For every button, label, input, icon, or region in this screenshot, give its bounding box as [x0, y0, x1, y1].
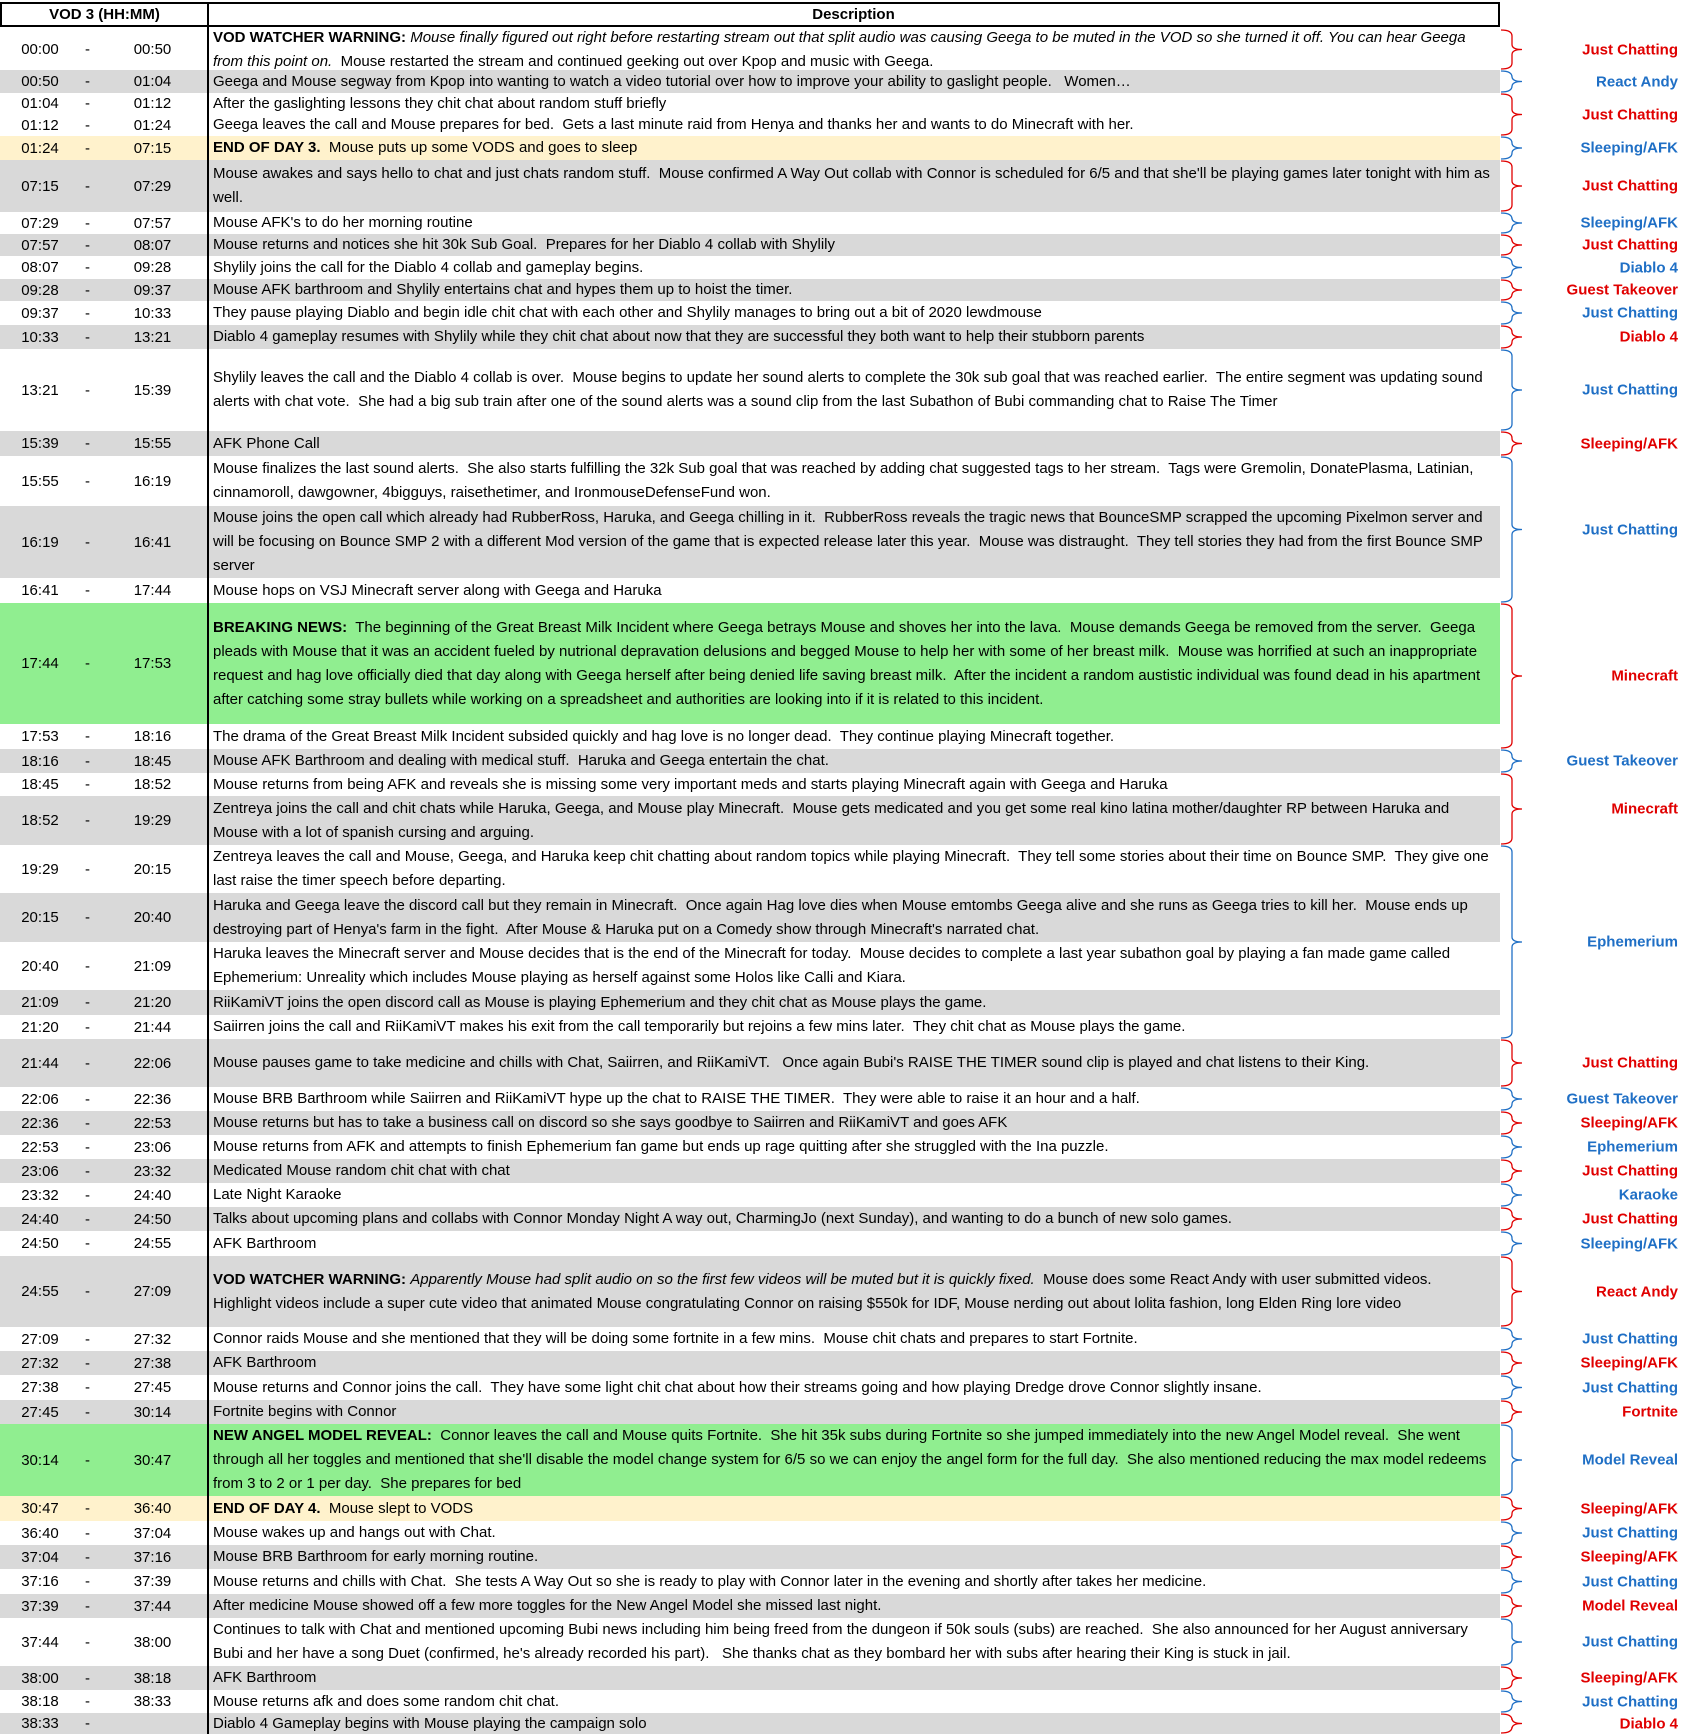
start-time: 38:00 — [21, 1669, 59, 1687]
start-time: 10:33 — [21, 328, 59, 346]
start-time: 37:44 — [21, 1633, 59, 1651]
end-time: 27:09 — [133, 1283, 172, 1300]
end-time: 37:39 — [133, 1573, 172, 1590]
category-brace — [1501, 1546, 1522, 1568]
category-brace — [1501, 1619, 1522, 1665]
end-time: 38:18 — [133, 1669, 172, 1687]
start-time: 27:32 — [21, 1354, 59, 1372]
end-time: 09:28 — [133, 259, 172, 276]
description-body: The beginning of the Great Breast Milk Incident where Geega betrays Mouse and shoves her into the lava. Mouse demands Geega be removed from the server. Geega pleads with Mouse that it was an accident fueled by nutrional depravation delusions and begged Mouse to help her with some of her breast milk. Mouse was horrified at such an inappropriate request and hag love officially died that day along with Geega herself after being denied life saving breast milk. After the incident a random austistic individual was found dead in his apartment after catching some stray bullets while working on a spreadsheet and authorities are looking into if it is related to this incident. — [213, 618, 1485, 708]
start-time: 15:39 — [21, 435, 59, 452]
description-body: Mouse BRB Barthroom while Saiirren and RiiKamiVT hype up the chat to RAISE THE TIMER. They were able to raise it an hour and a half. — [213, 1090, 1140, 1107]
category-brace — [1501, 1257, 1522, 1326]
category-label: Just Chatting — [1582, 1210, 1678, 1228]
time-separator: - — [85, 655, 90, 672]
time-separator: - — [85, 752, 90, 770]
description-body: Shylily joins the call for the Diablo 4 collab and gameplay begins. — [213, 258, 644, 276]
time-separator: - — [85, 1500, 90, 1517]
end-time: 07:57 — [133, 214, 172, 232]
category-label: Sleeping/AFK — [1580, 1114, 1678, 1132]
time-separator: - — [85, 1379, 90, 1396]
time-separator: - — [85, 1330, 90, 1348]
category-brace — [1501, 1401, 1522, 1423]
category-brace — [1501, 750, 1522, 772]
category-brace — [1501, 1184, 1522, 1206]
category-label: Just Chatting — [1582, 106, 1678, 123]
end-time: 30:14 — [133, 1403, 172, 1421]
description-body: Continues to talk with Chat and mentioned upcoming Bubi news including him being freed from the dungeon if 50k souls (subs) are reached. She also announced for her August anniversary Bubi and her have a song Duet (confirmed, he's already recorded his part). She thanks chat as they bombard her with subs after hearing their King is stuck in jail. — [213, 1621, 1473, 1662]
start-time: 20:40 — [21, 957, 59, 975]
category-brace — [1501, 1328, 1522, 1350]
category-brace — [1501, 432, 1522, 455]
end-time: 15:55 — [133, 435, 172, 452]
description-bold: VOD WATCHER WARNING: — [213, 28, 411, 46]
description-body: After medicine Mouse showed off a few more toggles for the New Angel Model she missed last night. — [213, 1597, 882, 1614]
start-time: 30:47 — [21, 1500, 59, 1517]
time-separator: - — [85, 1669, 90, 1687]
time-separator: - — [85, 776, 90, 793]
time-separator: - — [85, 1403, 90, 1421]
start-time: 38:33 — [21, 1715, 59, 1732]
start-time: 18:45 — [21, 776, 59, 793]
end-time: 07:15 — [133, 139, 172, 157]
category-label: Just Chatting — [1582, 177, 1678, 195]
description-body: Fortnite begins with Connor — [213, 1403, 397, 1420]
end-time: 27:32 — [133, 1330, 172, 1348]
start-time: 27:09 — [21, 1330, 59, 1348]
description-body: Talks about upcoming plans and collabs with Connor Monday Night A way out, CharmingJo (next Sunday), and wanting to do a bunch of new solo games. — [213, 1210, 1232, 1227]
end-time: 01:12 — [133, 95, 172, 112]
start-time: 19:29 — [21, 860, 59, 878]
start-time: 37:39 — [21, 1597, 59, 1615]
category-label: Just Chatting — [1582, 1693, 1678, 1710]
description-body: Geega leaves the call and Mouse prepares for bed. Gets a last minute raid from Henya and thanks her and wants to do Minecraft with her. — [213, 116, 1134, 133]
description-column-header: Description — [207, 2, 1500, 27]
category-label: Ephemerium — [1587, 933, 1678, 951]
category-brace — [1501, 137, 1522, 159]
time-separator: - — [85, 1451, 90, 1469]
description-body: Saiirren joins the call and RiiKamiVT makes his exit from the call temporarily but rejoins a few mins later. They chit chat as Mouse plays the game. — [213, 1018, 1186, 1035]
time-separator: - — [85, 1210, 90, 1228]
time-separator: - — [85, 1283, 90, 1300]
start-time: 23:32 — [21, 1186, 59, 1204]
end-time: 23:32 — [133, 1162, 172, 1180]
description-body: AFK Barthroom — [213, 1669, 317, 1686]
category-brace — [1501, 1352, 1522, 1374]
description-body: They pause playing Diablo and begin idle chit chat with each other and Shylily manages to bring out a bit of 2020 lewdmouse — [213, 304, 1042, 321]
description-body: Haruka and Geega leave the discord call but they remain in Minecraft. Once again Hag love dies when Mouse emtombs Geega alive and she runs as Geega tries to kill her. Mouse ends up destroying part of Henya's farm in the fight. After Mouse & Haruka put on a Comedy show through Minecraft's narrated chat. — [213, 896, 1473, 938]
time-separator: - — [85, 860, 90, 878]
start-time: 22:06 — [21, 1090, 59, 1108]
start-time: 27:38 — [21, 1379, 59, 1396]
category-label: Just Chatting — [1582, 1162, 1678, 1180]
category-label: Just Chatting — [1582, 1379, 1678, 1396]
end-time: 00:50 — [133, 41, 172, 58]
category-brace — [1501, 1376, 1522, 1399]
start-time: 01:24 — [21, 139, 59, 157]
description-body: Mouse returns and notices she hit 30k Sub Goal. Prepares for her Diablo 4 collab with Shylily — [213, 236, 835, 253]
start-time: 16:19 — [21, 533, 59, 551]
category-label: React Andy — [1596, 1283, 1678, 1300]
start-time: 30:14 — [21, 1451, 59, 1469]
description-body: Medicated Mouse random chit chat with chat — [213, 1162, 510, 1179]
description-body: RiiKamiVT joins the open discord call as Mouse is playing Ephemerium and they chit chat as Mouse plays the game. — [213, 993, 987, 1011]
time-separator: - — [85, 1186, 90, 1204]
time-separator: - — [85, 957, 90, 975]
description-body: Mouse BRB Barthroom for early morning routine. — [213, 1548, 539, 1565]
category-brace — [1501, 1088, 1522, 1110]
start-time: 37:04 — [21, 1548, 59, 1566]
end-time: 17:44 — [133, 582, 172, 599]
category-label: Diablo 4 — [1619, 259, 1678, 276]
time-separator: - — [85, 1573, 90, 1590]
time-separator: - — [85, 73, 90, 90]
time-separator: - — [85, 259, 90, 276]
category-label: Just Chatting — [1582, 236, 1678, 254]
start-time: 22:53 — [21, 1138, 59, 1156]
time-separator: - — [85, 1018, 90, 1036]
start-time: 07:15 — [21, 177, 59, 195]
end-time: 22:36 — [133, 1090, 172, 1108]
end-time: 20:15 — [133, 860, 172, 878]
description-body: Diablo 4 Gameplay begins with Mouse playing the campaign solo — [213, 1714, 647, 1732]
category-label: Sleeping/AFK — [1580, 139, 1678, 157]
category-brace — [1501, 1425, 1522, 1495]
time-separator: - — [85, 812, 90, 829]
start-time: 36:40 — [21, 1524, 59, 1542]
end-time: 08:07 — [133, 236, 172, 254]
category-brace — [1501, 604, 1522, 748]
description-italic: Mouse finally figured out right before restarting stream out that split audio was causing Geega to be muted in the VOD so she turned it off. You can hear Geega from this point on. — [213, 28, 1466, 70]
category-label: Sleeping/AFK — [1580, 435, 1678, 452]
category-brace — [1501, 1570, 1522, 1593]
category-label: Ephemerium — [1587, 1138, 1678, 1156]
category-label: Just Chatting — [1582, 1573, 1678, 1590]
category-brace — [1501, 1691, 1522, 1712]
category-brace — [1501, 213, 1522, 233]
time-separator: - — [85, 304, 90, 322]
category-label: Just Chatting — [1582, 381, 1678, 399]
start-time: 24:55 — [21, 1283, 59, 1300]
time-separator: - — [85, 1524, 90, 1542]
time-separator: - — [85, 909, 90, 926]
description-italic: Apparently Mouse had split audio on so the first few videos will be muted but it is quickly fixed. — [410, 1270, 1035, 1288]
category-brace — [1501, 30, 1522, 69]
time-separator: - — [85, 41, 90, 58]
description-body: Haruka leaves the Minecraft server and Mouse decides that is the end of the Minecraft for today. Mouse decides to complete a last year subathon goal by playing a fan made game called Ephemerium: Unreality which includes Mouse playing as herself against some Holos like Calli and Kiara. — [213, 945, 1455, 986]
category-brace — [1501, 71, 1522, 92]
category-label: Guest Takeover — [1566, 1090, 1678, 1108]
end-time: 36:40 — [133, 1500, 172, 1517]
time-separator: - — [85, 1162, 90, 1180]
category-label: Just Chatting — [1582, 1524, 1678, 1542]
time-separator: - — [85, 139, 90, 157]
category-label: Minecraft — [1611, 800, 1678, 818]
start-time: 00:00 — [21, 41, 59, 58]
description-body: AFK Phone Call — [213, 434, 320, 452]
description-body: Mouse finalizes the last sound alerts. She also starts fulfilling the 32k Sub goal that was reached by adding chat suggested tags to her stream. Tags were Gremolin, DonatePlasma, Latinian, cinnamoroll, dawgowner, 4bigguys, raisethetimer, and IronmouseDefenseFund won. — [213, 460, 1478, 501]
start-time: 37:16 — [21, 1573, 59, 1590]
category-label: Just Chatting — [1582, 1330, 1678, 1348]
category-label: Sleeping/AFK — [1580, 214, 1678, 232]
end-time: 22:06 — [133, 1054, 172, 1072]
time-separator: - — [85, 1715, 90, 1732]
description-body: Zentreya joins the call and chit chats while Haruka, Geega, and Mouse play Minecraft. Mouse gets medicated and you get some real kino latina mother/daughter RP between Haruka and Mouse with a lot of spanish cursing and arguing. — [213, 799, 1454, 841]
description-body: Mouse hops on VSJ Minecraft server along with Geega and Haruka — [213, 581, 662, 599]
description-body: AFK Barthroom — [213, 1354, 317, 1371]
category-label: Model Reveal — [1582, 1451, 1678, 1469]
time-separator: - — [85, 472, 90, 490]
description-body: Mouse puts up some VODS and goes to sleep — [320, 139, 638, 156]
description-body: Shylily leaves the call and the Diablo 4 collab is over. Mouse begins to update her sound alerts to complete the 30k sub goal that was reached earlier. The entire segment was updating sound alerts with chat vote. She had a big sub train after one of the sound alerts was a sound clip from the last Subathon of Bubi commanding chat to Raise The Timer — [213, 369, 1487, 410]
start-time: 24:50 — [21, 1235, 59, 1252]
description-body: Connor raids Mouse and she mentioned that they will be doing some fortnite in a few mins. Mouse chit chats and prepares to start Fortnite. — [213, 1330, 1138, 1347]
end-time: 24:55 — [133, 1235, 172, 1252]
time-separator: - — [85, 1548, 90, 1566]
start-time: 22:36 — [21, 1114, 59, 1132]
time-separator: - — [85, 328, 90, 346]
description-body: Mouse joins the open call which already had RubberRoss, Haruka, and Geega chilling in it. RubberRoss reveals the tragic news that BounceSMP scrapped the upcoming Pixelmon server and will be focusing on Bounce SMP 2 with a different Mod version of the game that is expected release later this year. Mouse was distraught. They tell stories they had from the first Bounce SMP server — [213, 509, 1487, 574]
category-brace — [1501, 1714, 1522, 1733]
time-separator: - — [85, 582, 90, 599]
category-brace — [1501, 94, 1522, 135]
start-time: 00:50 — [21, 73, 59, 90]
category-brace — [1501, 1232, 1522, 1255]
time-separator: - — [85, 435, 90, 452]
time-separator: - — [85, 236, 90, 254]
end-time: 21:09 — [133, 957, 172, 975]
description-body: Mouse slept to VODS — [320, 1499, 474, 1517]
category-brace — [1501, 1160, 1522, 1182]
end-time: 16:41 — [133, 533, 172, 551]
description-body: Mouse awakes and says hello to chat and just chats random stuff. Mouse confirmed A Way Out collab with Connor is scheduled for 6/5 and that she'll be playing games later tonight with him as well. — [213, 165, 1495, 206]
description-body: Mouse returns from being AFK and reveals she is missing some very important meds and starts playing Minecraft again with Geega and Haruka — [213, 775, 1168, 793]
start-time: 09:28 — [21, 281, 59, 299]
category-brace — [1501, 350, 1522, 430]
description-body: Mouse wakes up and hangs out with Chat. — [213, 1524, 496, 1541]
category-label: Sleeping/AFK — [1580, 1548, 1678, 1566]
time-separator: - — [85, 1114, 90, 1132]
category-brace — [1501, 257, 1522, 278]
time-separator: - — [85, 728, 90, 745]
category-label: Just Chatting — [1582, 1054, 1678, 1072]
end-time: 07:29 — [133, 177, 172, 195]
category-brace — [1501, 1497, 1522, 1520]
end-time: 38:00 — [133, 1633, 172, 1651]
description-bold: END OF DAY 4. — [213, 1499, 321, 1517]
category-brace — [1501, 774, 1522, 844]
time-separator: - — [85, 1597, 90, 1615]
end-time: 01:24 — [133, 116, 172, 134]
description-bold: VOD WATCHER WARNING: — [213, 1270, 411, 1288]
end-time: 17:53 — [133, 655, 172, 672]
start-time: 08:07 — [21, 259, 59, 276]
category-brace — [1501, 1136, 1522, 1158]
end-time: 22:53 — [133, 1114, 172, 1132]
start-time: 07:29 — [21, 214, 59, 232]
time-separator: - — [85, 281, 90, 299]
time-separator: - — [85, 116, 90, 134]
category-label: Guest Takeover — [1566, 281, 1678, 299]
category-label: Sleeping/AFK — [1580, 1354, 1678, 1372]
end-time: 15:39 — [133, 381, 172, 399]
start-time: 21:20 — [21, 1018, 59, 1036]
time-separator: - — [85, 1090, 90, 1108]
end-time: 21:20 — [133, 994, 172, 1011]
end-time: 18:45 — [133, 752, 172, 770]
description-body: Diablo 4 gameplay resumes with Shylily while they chit chat about now that they are successful they both want to help their stubborn parents — [213, 328, 1145, 345]
end-time: 09:37 — [133, 281, 172, 299]
end-time: 38:33 — [133, 1693, 172, 1710]
end-time: 13:21 — [133, 328, 172, 346]
category-brace — [1501, 846, 1522, 1038]
description-body: Connor leaves the call and Mouse quits Fortnite. She hit 35k subs during Fortnite so she jumped immediately into the new Angel Model reveal. She went through all her toggles and mentioned that she'll disable the model change system for 6/5 so we can enjoy the angel form for the full day. She also mentioned reducing the max model redeems from 3 to 2 or 1 per day. She prepares for bed — [213, 1427, 1491, 1492]
category-label: Sleeping/AFK — [1580, 1669, 1678, 1687]
start-time: 38:18 — [21, 1693, 59, 1710]
category-label: Just Chatting — [1582, 521, 1678, 538]
category-brace — [1501, 1208, 1522, 1230]
category-label: Just Chatting — [1582, 1633, 1678, 1651]
time-separator: - — [85, 1054, 90, 1072]
time-separator: - — [85, 381, 90, 399]
category-brace — [1501, 235, 1522, 255]
start-time: 17:53 — [21, 728, 59, 745]
description-body: Late Night Karaoke — [213, 1186, 342, 1203]
vod-column-header: VOD 3 (HH:MM) — [0, 2, 209, 27]
end-time: 18:52 — [133, 776, 172, 793]
category-label: Karaoke — [1618, 1186, 1678, 1204]
start-time: 23:06 — [21, 1162, 59, 1180]
start-time: 13:21 — [21, 381, 59, 399]
description-body: Mouse restarted the stream and continued geeking out over Kpop and music with Geega. — [332, 52, 934, 70]
end-time: 30:47 — [133, 1451, 172, 1469]
time-separator: - — [85, 95, 90, 112]
end-time: 16:19 — [133, 472, 172, 490]
category-label: Minecraft — [1611, 667, 1678, 685]
category-brace — [1501, 1040, 1522, 1086]
start-time: 07:57 — [21, 236, 59, 254]
time-separator: - — [85, 1354, 90, 1372]
end-time: 27:45 — [133, 1379, 172, 1396]
start-time: 20:15 — [21, 909, 59, 926]
category-label: Just Chatting — [1582, 304, 1678, 322]
start-time: 21:44 — [21, 1054, 59, 1072]
category-label: Just Chatting — [1582, 41, 1678, 58]
end-time: 21:44 — [133, 1018, 172, 1036]
start-time: 15:55 — [21, 472, 59, 490]
time-separator: - — [85, 214, 90, 232]
description-bold: BREAKING NEWS: — [213, 618, 352, 636]
category-label: Fortnite — [1622, 1403, 1678, 1421]
start-time: 09:37 — [21, 304, 59, 322]
end-time: 18:16 — [133, 728, 172, 745]
description-body: Mouse pauses game to take medicine and chills with Chat, Saiirren, and RiiKamiVT. Once again Bubi's RAISE THE TIMER sound clip is played and chat listens to their King. — [213, 1054, 1370, 1071]
category-label: Sleeping/AFK — [1580, 1235, 1678, 1252]
description-body: AFK Barthroom — [213, 1234, 317, 1252]
end-time: 23:06 — [133, 1138, 172, 1156]
start-time: 18:16 — [21, 752, 59, 770]
category-brace — [1501, 1522, 1522, 1544]
description-body: The drama of the Great Breast Milk Incident subsided quickly and hag love is no longer dead. They continue playing Minecraft together. — [213, 727, 1115, 745]
category-brace — [1501, 302, 1522, 324]
description-body: Mouse AFK barthroom and Shylily entertains chat and hypes them up to hoist the timer. — [213, 281, 793, 298]
description-bold: NEW ANGEL MODEL REVEAL: — [213, 1427, 437, 1444]
end-time: 20:40 — [133, 909, 172, 926]
category-label: Guest Takeover — [1566, 752, 1678, 770]
category-label: React Andy — [1596, 73, 1678, 90]
category-label: Diablo 4 — [1619, 1715, 1678, 1732]
time-separator: - — [85, 533, 90, 551]
end-time: 24:50 — [133, 1210, 172, 1228]
start-time: 16:41 — [21, 582, 59, 599]
category-label: Model Reveal — [1582, 1597, 1678, 1615]
description-body: Mouse returns and chills with Chat. She tests A Way Out so she is ready to play with Connor later in the evening and shortly after takes her medicine. — [213, 1572, 1207, 1590]
start-time: 01:12 — [21, 116, 59, 134]
start-time: 24:40 — [21, 1210, 59, 1228]
category-brace — [1501, 1667, 1522, 1689]
description-body: Mouse does some React Andy with user submitted videos. Highlight videos include a super cute video that animated Mouse congratulating Connor on raising $550k for IDF, Mouse nerding out about lolita fashion, long Elden Ring lore video — [213, 1270, 1440, 1312]
description-body: Geega and Mouse segway from Kpop into wanting to watch a video tutorial over how to improve your ability to gaslight people. Women… — [213, 72, 1131, 90]
category-brace — [1501, 161, 1522, 211]
time-separator: - — [85, 1633, 90, 1651]
time-separator: - — [85, 994, 90, 1011]
category-brace — [1501, 1112, 1522, 1134]
category-brace — [1501, 280, 1522, 300]
end-time: 19:29 — [133, 812, 172, 829]
start-time: 21:09 — [21, 994, 59, 1011]
description-body: Zentreya leaves the call and Mouse, Geega, and Haruka keep chit chatting about random topics while playing Minecraft. They tell some stories about their time on Bounce SMP. They give one last raise the timer speech before departing. — [213, 848, 1493, 889]
category-label: Sleeping/AFK — [1580, 1500, 1678, 1517]
category-brace — [1501, 1595, 1522, 1617]
time-separator: - — [85, 177, 90, 195]
end-time: 37:04 — [133, 1524, 172, 1542]
description-body: After the gaslighting lessons they chit chat about random stuff briefly — [213, 94, 667, 112]
start-time: 01:04 — [21, 95, 59, 112]
description-body: Mouse returns and Connor joins the call. They have some light chit chat about how their streams going and how playing Dredge drove Connor slightly insane. — [213, 1378, 1262, 1396]
end-time: 37:44 — [133, 1597, 172, 1615]
time-separator: - — [85, 1693, 90, 1710]
time-separator: - — [85, 1235, 90, 1252]
start-time: 27:45 — [21, 1403, 59, 1421]
end-time: 27:38 — [133, 1354, 172, 1372]
description-body: Mouse returns from AFK and attempts to finish Ephemerium fan game but ends up rage quitting after she struggled with the Ina puzzle. — [213, 1138, 1109, 1155]
description-body: Mouse returns but has to take a business call on discord so she says goodbye to Saiirren and RiiKamiVT and goes AFK — [213, 1114, 1008, 1131]
end-time: 10:33 — [133, 304, 172, 322]
description-bold: END OF DAY 3. — [213, 139, 321, 156]
description-body: Mouse returns afk and does some random chit chat. — [213, 1692, 560, 1710]
start-time: 18:52 — [21, 812, 59, 829]
category-brace — [1501, 457, 1522, 602]
end-time: 24:40 — [133, 1186, 172, 1204]
start-time: 17:44 — [21, 655, 59, 672]
end-time: 01:04 — [133, 73, 172, 90]
description-body: Mouse AFK's to do her morning routine — [213, 214, 473, 231]
time-separator: - — [85, 1138, 90, 1156]
category-brace — [1501, 326, 1522, 348]
description-body: Mouse AFK Barthroom and dealing with medical stuff. Haruka and Geega entertain the chat. — [213, 752, 829, 769]
end-time: 37:16 — [133, 1548, 172, 1566]
category-label: Diablo 4 — [1619, 328, 1678, 346]
